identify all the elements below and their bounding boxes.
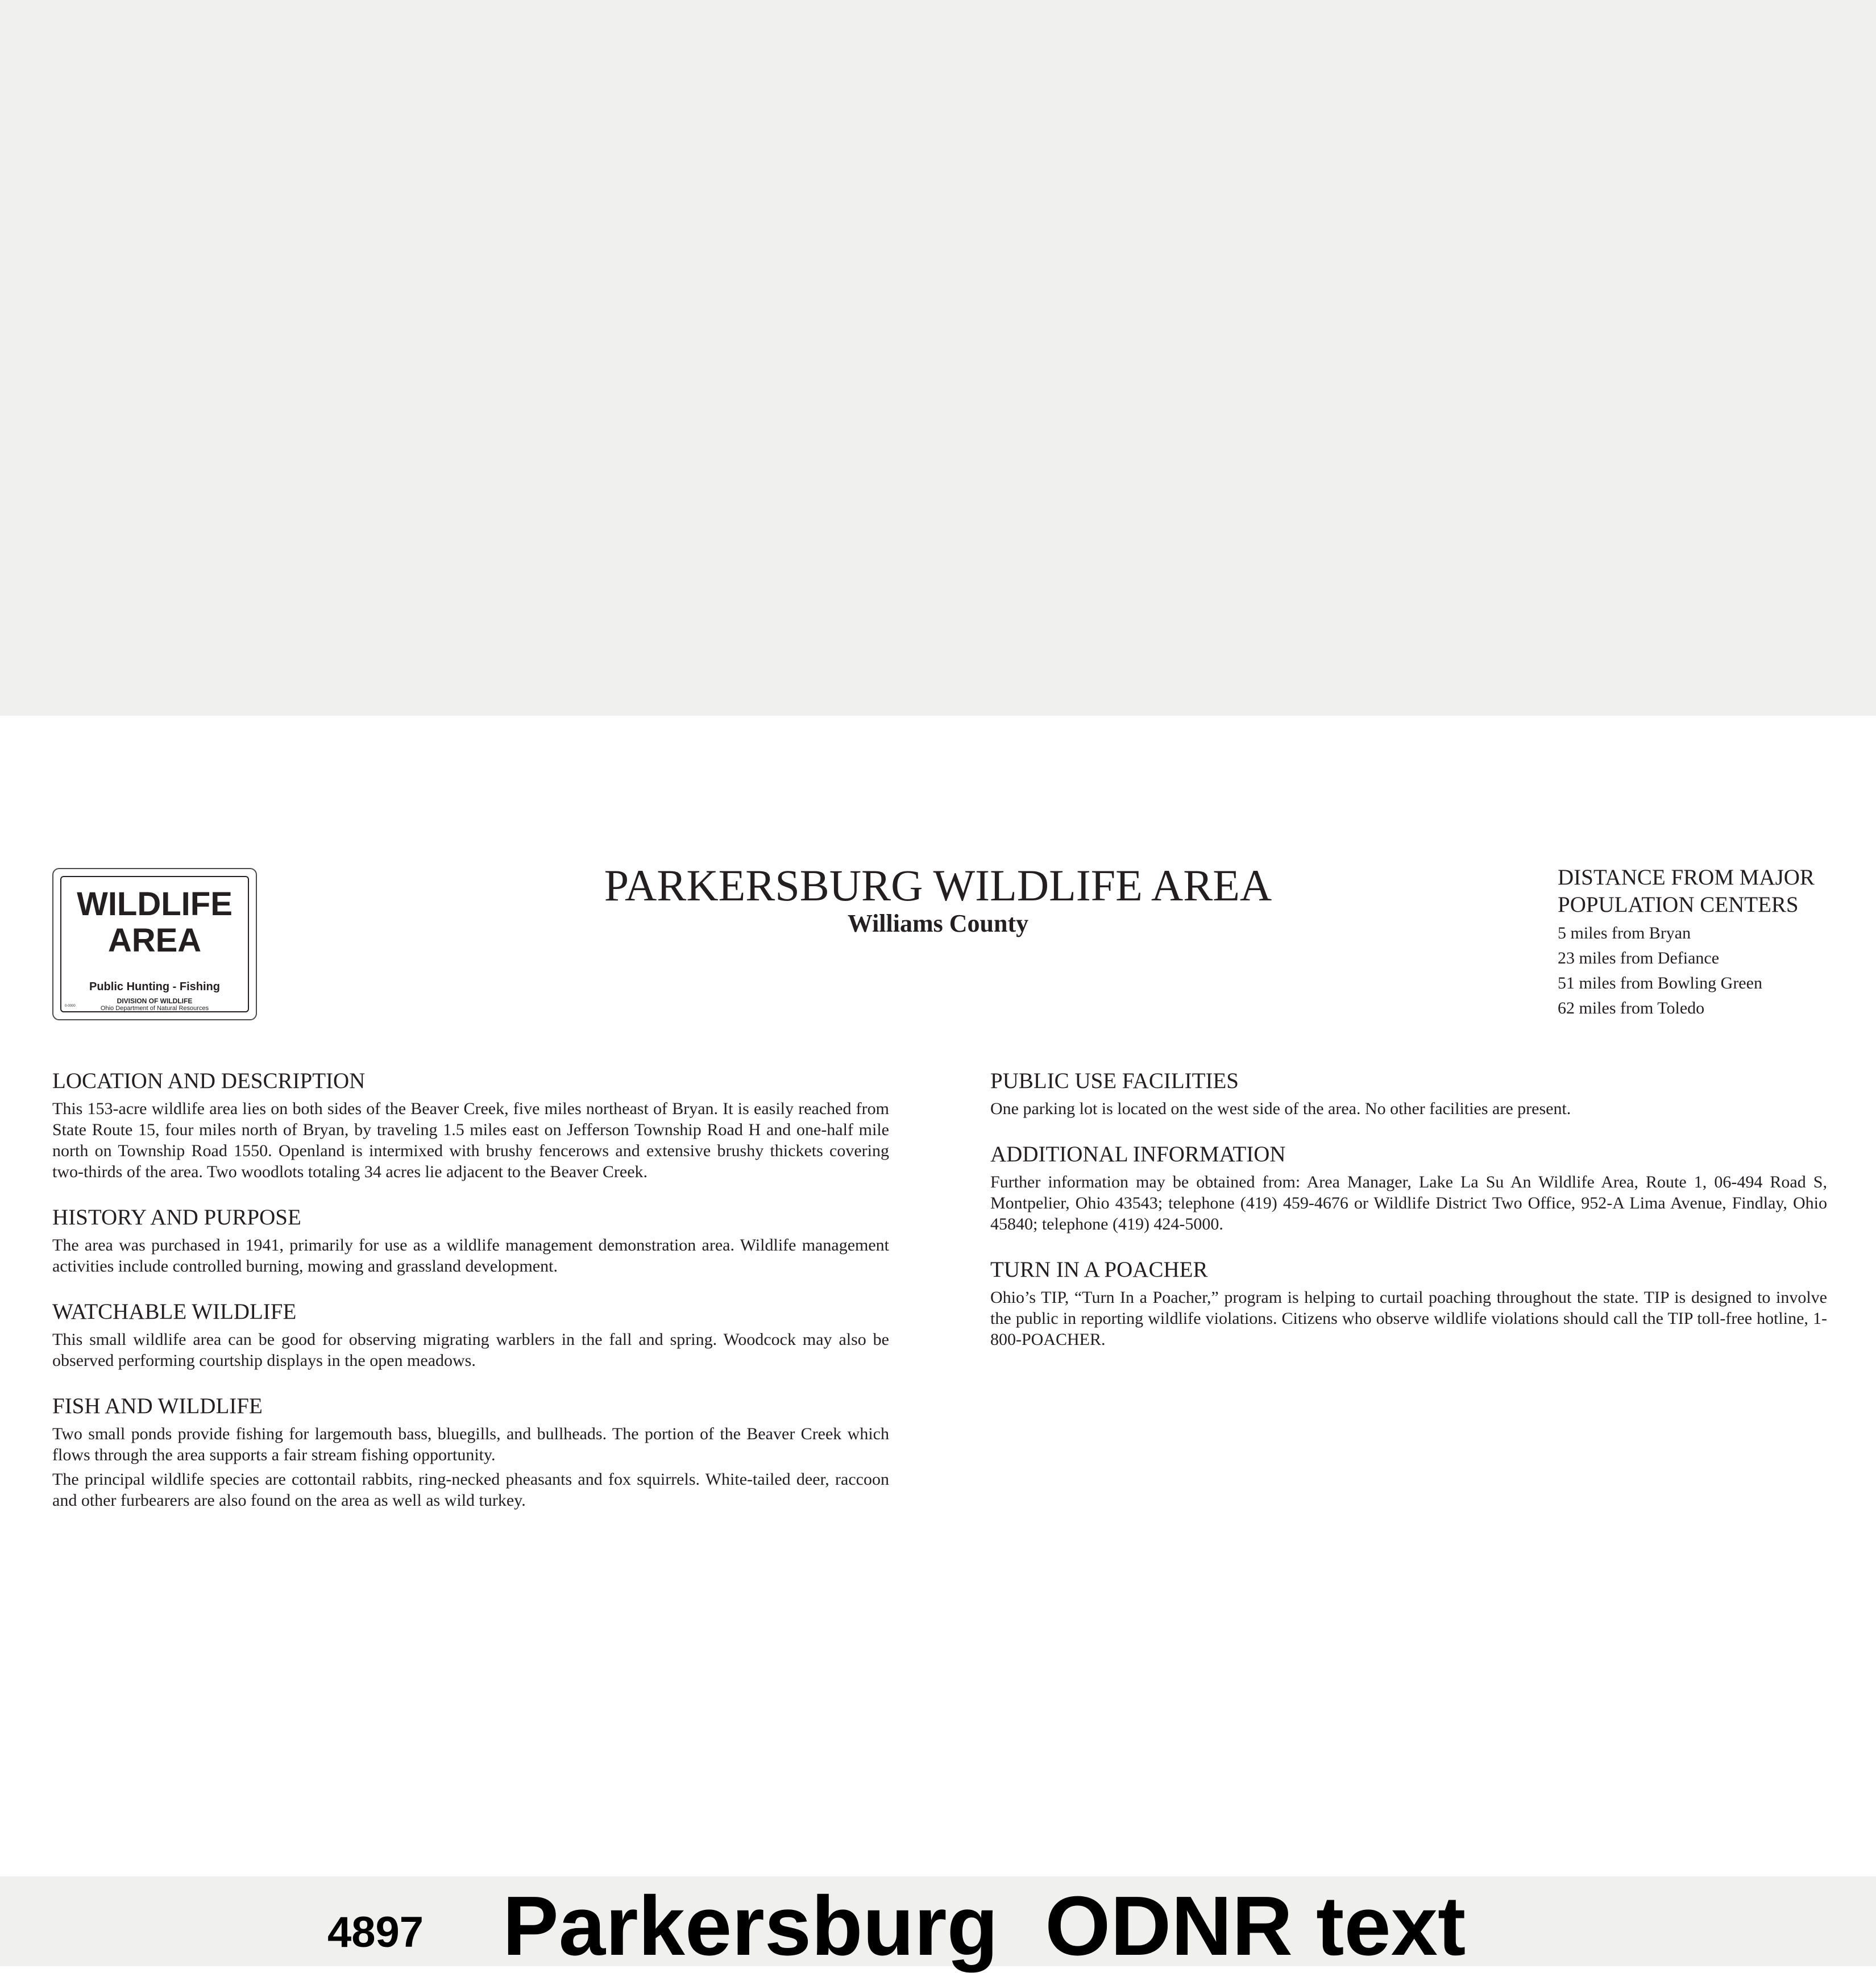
section-additional-information [990, 1141, 1827, 1235]
section-paragraph: Two small ponds provide fishing for largemouth bass, bluegills, and bullheads. The portion of the Beaver Creek which flows through the area supports a fair stream fishing opportunity. [52, 1424, 889, 1464]
section-turn-in-a-poacher [990, 1256, 1827, 1350]
page-title: PARKERSBURG WILDLIFE AREA [604, 861, 1272, 910]
distance-heading-line2: POPULATION CENTERS [1558, 892, 1799, 917]
right-column [990, 1068, 1827, 1372]
distance-item: 5 miles from Bryan [1558, 924, 1691, 942]
section-paragraph: Ohio’s TIP, “Turn In a Poacher,” program is helping to curtail poaching throughout the state. TIP is designed to involve the public in reporting wildlife violations. Citizens who observe wildlife violations should call the TIP toll-free hotline, 1-800-POACHER. [990, 1288, 1827, 1349]
section-paragraph: Further information may be obtained from: Area Manager, Lake La Su An Wildlife Area, Route 1, 06-494 Road S, Montpelier, Ohio 43543; telephone (419) 459-4676 or Wildlife District Two Office, 952-A Lima Avenue, Findlay, Ohio 45840; telephone (419) 424-5000. [990, 1173, 1827, 1233]
section-paragraph: This small wildlife area can be good for observing migrating warblers in the fall and spring. Woodcock may also be observed performing courtship displays in the open meadows. [52, 1330, 889, 1370]
section-heading: ADDITIONAL INFORMATION [990, 1142, 1286, 1166]
sign-code: 0-0000 [65, 1004, 76, 1008]
title-block [540, 860, 1336, 938]
section-location-description [52, 1068, 889, 1182]
distance-item: 51 miles from Bowling Green [1558, 974, 1762, 992]
sign-title-line2: AREA [107, 922, 202, 959]
left-column [52, 1068, 889, 1532]
distance-list [1558, 921, 1853, 1021]
county-subtitle: Williams County [847, 909, 1029, 937]
section-heading: TURN IN A POACHER [990, 1257, 1208, 1282]
distance-heading-line1: DISTANCE FROM MAJOR [1558, 865, 1815, 890]
section-watchable-wildlife [52, 1298, 889, 1371]
section-paragraph: The principal wildlife species are cottontail rabbits, ring-necked pheasants and fox squirrels. White-tailed deer, raccoon and other furbearers are also found on the area as well as wild turkey. [52, 1470, 889, 1510]
section-fish-wildlife [52, 1393, 889, 1511]
section-heading: HISTORY AND PURPOSE [52, 1205, 301, 1230]
sign-division: DIVISION OF WILDLIFE [117, 997, 193, 1005]
wildlife-area-sign [52, 868, 257, 1020]
sign-title-line1: WILDLIFE [77, 886, 233, 923]
section-paragraph: One parking lot is located on the west side of the area. No other facilities are present. [990, 1099, 1571, 1118]
section-heading: WATCHABLE WILDLIFE [52, 1299, 297, 1324]
section-public-use-facilities [990, 1068, 1827, 1119]
distance-panel [1558, 864, 1853, 1021]
sign-border [60, 876, 249, 1012]
footer-code: 4897 [327, 1908, 424, 1957]
sign-subtitle: Public Hunting - Fishing [89, 981, 220, 993]
footer-label: Parkersburg ODNR text [503, 1879, 1466, 1973]
sign-title [61, 886, 248, 959]
sign-department: Ohio Department of Natural Resources [100, 1005, 209, 1012]
distance-heading [1558, 864, 1853, 919]
footer [0, 1876, 1876, 1973]
section-heading: LOCATION AND DESCRIPTION [52, 1069, 366, 1093]
section-heading: FISH AND WILDLIFE [52, 1394, 263, 1418]
section-paragraph: The area was purchased in 1941, primarily for use as a wildlife management demonstration area. Wildlife management activities include controlled burning, mowing and grassland development. [52, 1236, 889, 1276]
distance-item: 62 miles from Toledo [1558, 999, 1705, 1017]
distance-item: 23 miles from Defiance [1558, 949, 1720, 967]
section-history-purpose [52, 1204, 889, 1277]
top-blank-band [0, 0, 1876, 716]
section-heading: PUBLIC USE FACILITIES [990, 1069, 1239, 1093]
section-paragraph: This 153-acre wildlife area lies on both sides of the Beaver Creek, five miles northeast of Bryan. It is easily reached from State Route 15, four miles north of Bryan, by traveling 1.5 miles east on Jefferson Township Road H and one-half mile north on Township Road 1550. Openland is intermixed with brushy fencerows and extensive brushy thickets covering two-thirds of the area. Two woodlots totaling 34 acres lie adjacent to the Beaver Creek. [52, 1099, 889, 1181]
